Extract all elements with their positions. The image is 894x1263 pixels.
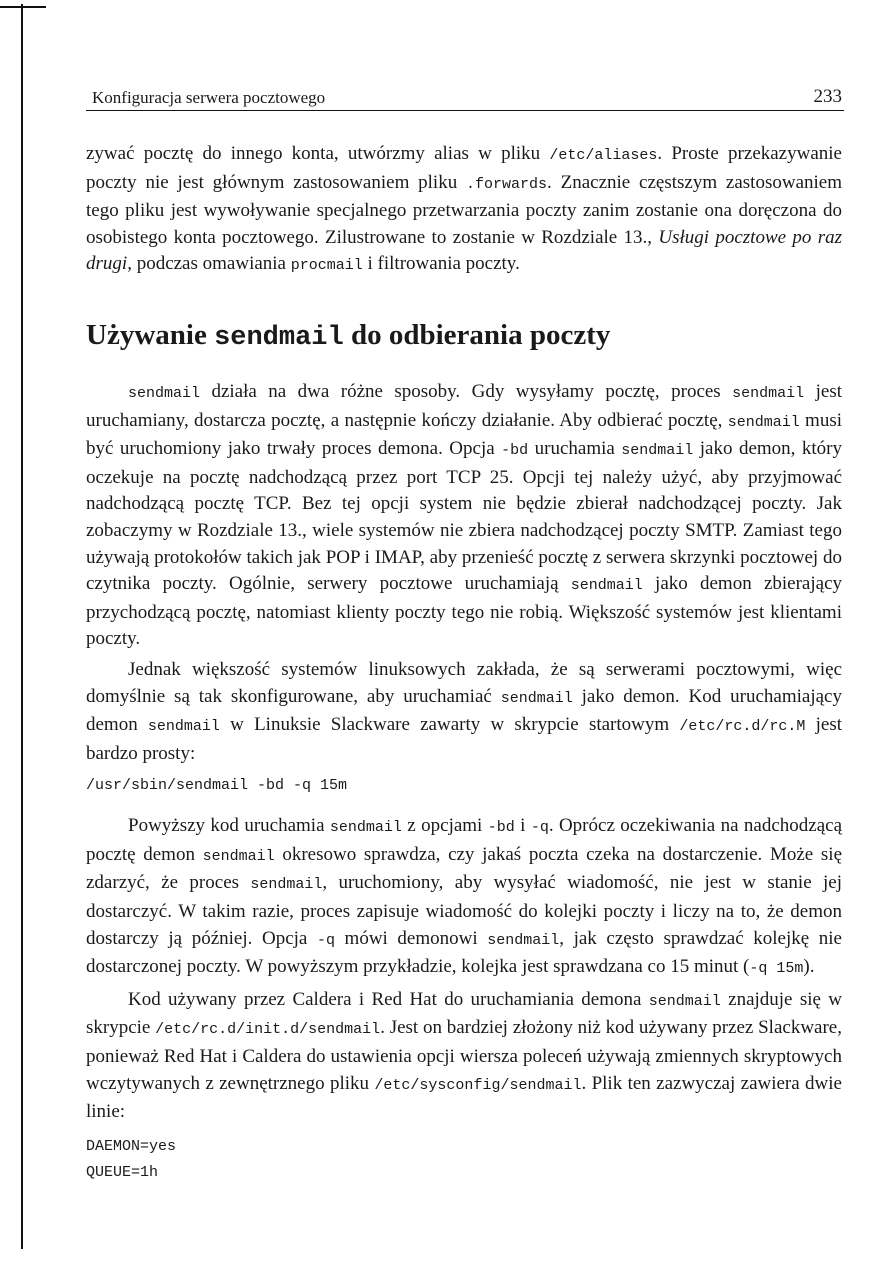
text-run: w Linuksie Slackware zawarty w skrypcie startowym	[219, 714, 680, 736]
heading-prefix: Używanie	[86, 318, 215, 351]
inline-code: sendmail	[570, 577, 643, 595]
text-run: . Proste przekazywanie poczty nie jest głównym zastosowaniem pliku	[86, 143, 842, 193]
text-run: i filtrowania poczty.	[362, 253, 520, 275]
inline-code: -q 15m	[749, 960, 804, 978]
text-run: , jak często sprawdzać kolejkę nie dostarczonej poczty. W powyższym przykładzie, kolejka jest sprawdzana co 15 minut (	[86, 927, 842, 978]
paragraph	[86, 141, 842, 280]
paragraph	[86, 657, 842, 767]
inline-code: sendmail	[329, 819, 402, 837]
page-header	[86, 84, 844, 111]
text-run: , podczas omawiania	[127, 253, 291, 275]
paragraph	[86, 813, 842, 983]
text-run: , uruchomiony, aby wysyłać wiadomość, nie jest w stanie jej dostarczyć. W takim razie, proces zapisuje wiadomość do kolejki poczty i liczy na to, że demon dostarczy ją później. Opcja	[86, 872, 843, 949]
text-run: jako demon. Kod uruchamiający demon	[86, 685, 842, 736]
text-run: jako demon zbierający przychodzącą pocztę, natomiast klienty poczty tego nie robią. Większość systemów jest klientami poczty.	[86, 573, 843, 650]
inline-code: sendmail	[128, 384, 201, 402]
inline-code: sendmail	[147, 718, 220, 736]
heading-code: sendmail	[214, 322, 344, 353]
text-run: i	[514, 815, 531, 837]
inline-code: sendmail	[487, 931, 560, 949]
inline-code: sendmail	[648, 992, 721, 1010]
inline-code: sendmail	[732, 384, 805, 402]
text-run: z opcjami	[401, 815, 488, 837]
inline-code: sendmail	[500, 689, 573, 707]
text-run: działa na dwa różne sposoby. Gdy wysyłamy pocztę, proces	[200, 380, 733, 402]
code-block	[86, 773, 842, 799]
text-run: jest bardzo prosty:	[86, 714, 842, 764]
inline-code: -bd	[487, 819, 515, 837]
text-run: znajduje się w skrypcie	[86, 988, 843, 1039]
emphasis: Usługi pocztowe po raz drugi	[86, 226, 842, 275]
inline-code: sendmail	[202, 847, 275, 865]
text-run: . Jest on bardziej złożony niż kod używany przez Slackware, ponieważ Red Hat i Caldera do ustawienia opcji wiersza poleceń używają zmiennych skryptowych wczytywanych z zewnętrznego pliku	[86, 1017, 842, 1094]
text-run: uruchamia	[528, 438, 622, 460]
inline-code: -q	[316, 931, 335, 949]
page-body	[86, 141, 842, 1200]
inline-code: sendmail	[621, 442, 694, 460]
heading-suffix: do odbierania poczty	[343, 318, 611, 351]
inline-code: /etc/sysconfig/sendmail	[374, 1076, 582, 1094]
text-run: Jednak większość systemów linuksowych zakłada, że są serwerami pocztowymi, więc domyślnie są tak skonfigurowane, aby uruchamiać	[86, 658, 842, 707]
text-run: okresowo sprawdza, czy jakaś poczta czeka na dostarczenie. Może się zdarzyć, że proces	[86, 843, 843, 894]
inline-code: -q	[530, 819, 549, 837]
text-run: . Oprócz oczekiwania na nadchodzącą pocztę demon	[86, 815, 843, 865]
text-run: mówi demonowi	[334, 927, 488, 949]
crop-mark-vertical	[21, 4, 23, 1249]
inline-code: sendmail	[250, 876, 323, 894]
text-run: jest uruchamiany, dostarcza pocztę, a następnie kończy działanie. Aby odbierać pocztę,	[86, 380, 843, 431]
inline-code: /etc/aliases	[549, 147, 658, 164]
text-run: Powyższy kod uruchamia	[128, 815, 330, 837]
text-run: . Znacznie częstszym zastosowaniem tego pliku jest wywoływanie specjalnego przetwarzania poczty zanim zostanie ona doręczona do osobistego konta pocztowego. Zilustrowane to zostanie w Rozdziale 13.,	[86, 171, 843, 248]
paragraph	[86, 987, 842, 1126]
text-run: jako demon, który oczekuje na pocztę nadchodzącą przez port TCP 25. Opcji tej należy użyć, aby przyjmować nadchodzącą pocztę TCP. Bez tej opcji system nie będzie zbierał nadchodzącej poczty. Jak zobaczymy w Rozdziale 13., wiele systemów nie zbiera nadchodzącej poczty SMTP. Zamiast tego używają protokołów takich jak POP i IMAP, aby przenieść pocztę z serwera skrzynki pocztowej do czytnika poczty. Ogólnie, serwery pocztowe uruchamiają	[86, 438, 843, 595]
code-line: DAEMON=yes	[86, 1137, 177, 1155]
crop-mark-horizontal	[0, 6, 46, 8]
paragraph	[86, 379, 842, 653]
text-run: . Plik ten zazwyczaj zawiera dwie linie:	[86, 1072, 842, 1123]
inline-code: sendmail	[727, 413, 800, 431]
code-line: /usr/sbin/sendmail -bd -q 15m	[86, 777, 348, 795]
text-run: zywać pocztę do innego konta, utwórzmy alias w pliku	[86, 143, 550, 164]
inline-code: procmail	[290, 257, 363, 275]
section-heading	[86, 316, 842, 357]
page-number: 233	[813, 86, 842, 107]
text-run: ).	[803, 956, 815, 978]
text-run: musi być uruchomiony jako trwały proces demona. Opcja	[86, 409, 843, 460]
text-run: Kod używany przez Caldera i Red Hat do uruchamiania demona	[128, 988, 649, 1010]
inline-code: /etc/rc.d/rc.M	[679, 718, 806, 736]
inline-code: .forwards	[466, 175, 548, 193]
code-block	[86, 1134, 842, 1186]
inline-code: /etc/rc.d/init.d/sendmail	[155, 1021, 381, 1039]
running-title: Konfiguracja serwera pocztowego	[92, 88, 326, 107]
inline-code: -bd	[501, 442, 529, 460]
code-line: QUEUE=1h	[86, 1163, 159, 1181]
